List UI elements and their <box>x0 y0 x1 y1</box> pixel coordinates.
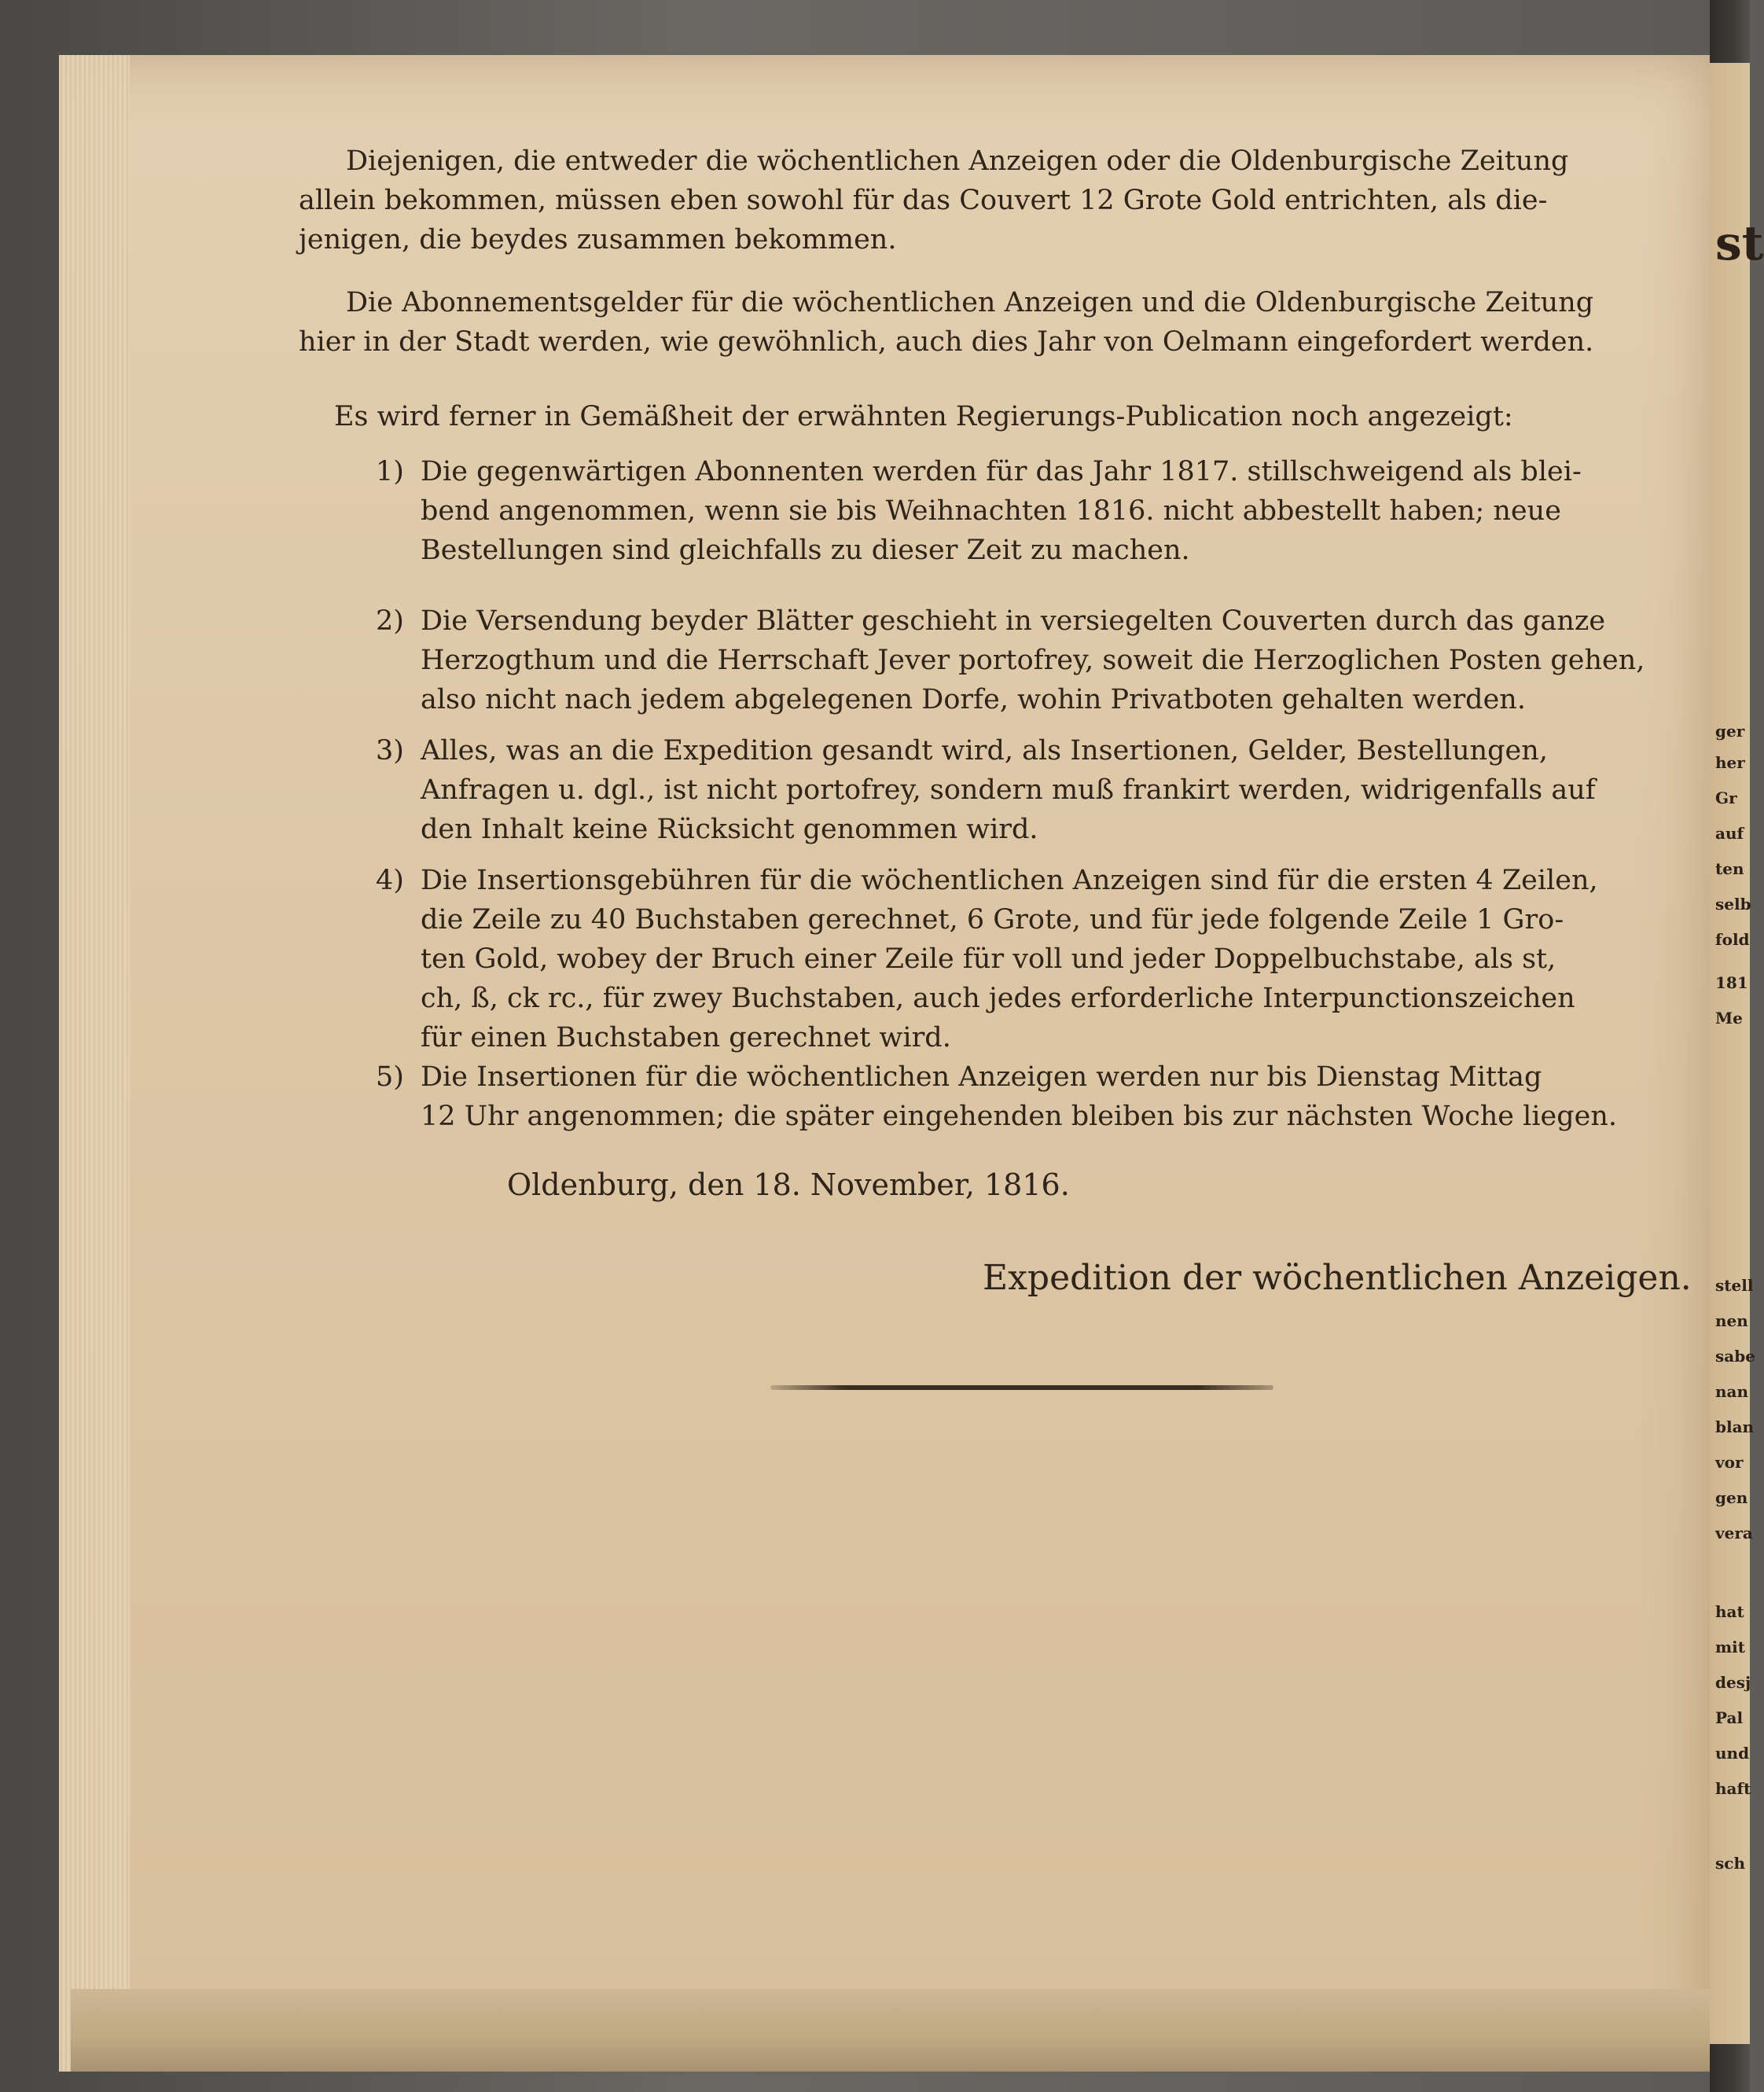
facing-fragment: vera <box>1715 1524 1753 1542</box>
list-item-number: 1) <box>376 456 404 487</box>
facing-fragment: sch <box>1715 1854 1745 1873</box>
page-stack-edge <box>59 55 130 2072</box>
facing-fragment: auf <box>1715 824 1744 843</box>
text-line: Alles, was an die Expedition gesandt wird, als Insertionen, Gelder, Bestellungen, <box>421 735 1548 767</box>
facing-fragment: fold <box>1715 930 1750 949</box>
text-line: Die Insertionsgebühren für die wöchentlichen Anzeigen sind für die ersten 4 Zeilen, <box>421 865 1598 896</box>
facing-fragment: und <box>1715 1744 1750 1763</box>
facing-fragment: haft <box>1715 1779 1751 1798</box>
facing-fragment: ger <box>1715 722 1745 741</box>
facing-fragment: stell <box>1715 1276 1754 1295</box>
text-line: Es wird ferner in Gemäßheit der erwähnten Regierungs-Publication noch angezeigt: <box>334 401 1513 432</box>
paragraph-subscription-fees <box>299 283 1694 362</box>
facing-fragment: desj <box>1715 1673 1751 1692</box>
text-line: bend angenommen, wenn sie bis Weihnachten 1816. nicht abbestellt haben; neue <box>421 495 1561 527</box>
facing-fragment: mit <box>1715 1638 1745 1656</box>
facing-fragment: hat <box>1715 1602 1744 1621</box>
text-line: hier in der Stadt werden, wie gewöhnlich, auch dies Jahr von Oelmann eingefordert werden. <box>299 326 1594 358</box>
facing-fragment: blan <box>1715 1417 1755 1436</box>
closing-date: Oldenburg, den 18. November, 1816. <box>507 1167 1070 1202</box>
text-line: Die Abonnementsgelder für die wöchentlichen Anzeigen und die Oldenburgische Zeitung <box>346 287 1594 318</box>
text-line: also nicht nach jedem abgelegenen Dorfe, wohin Privatboten gehalten werden. <box>421 684 1526 715</box>
facing-fragment: Pal <box>1715 1708 1744 1727</box>
list-item-number: 5) <box>376 1061 404 1093</box>
text-line: ten Gold, wobey der Bruch einer Zeile für voll und jeder Doppelbuchstabe, als st, <box>421 943 1556 975</box>
text-line: Diejenigen, die entweder die wöchentlichen Anzeigen oder die Oldenburgische Zeitung <box>346 145 1569 177</box>
text-line: 12 Uhr angenommen; die später eingehenden bleiben bis zur nächsten Woche liegen. <box>421 1101 1618 1132</box>
text-line: Die gegenwärtigen Abonnenten werden für das Jahr 1817. stillschweigend als blei- <box>421 456 1582 487</box>
facing-fragment: nan <box>1715 1382 1749 1401</box>
facing-fragment: 181 <box>1715 973 1748 992</box>
text-line: für einen Buchstaben gerechnet wird. <box>421 1022 951 1053</box>
facing-fragment: vor <box>1715 1453 1744 1472</box>
list-item-number: 3) <box>376 735 404 767</box>
text-line: Die Insertionen für die wöchentlichen Anzeigen werden nur bis Dienstag Mittag <box>421 1061 1542 1093</box>
text-line: ch, ß, ck rc., für zwey Buchstaben, auch jedes erforderliche Interpunctionszeichen <box>421 983 1575 1014</box>
text-line: Herzogthum und die Herrschaft Jever portofrey, soweit die Herzoglichen Posten gehen, <box>421 645 1645 676</box>
facing-fragment: gen <box>1715 1488 1748 1507</box>
text-line: die Zeile zu 40 Buchstaben gerechnet, 6 Grote, und für jede folgende Zeile 1 Gro- <box>421 904 1564 936</box>
paragraph-announcement-intro <box>299 397 1694 436</box>
facing-fragment: Gr <box>1715 789 1737 807</box>
horizontal-rule <box>770 1385 1273 1390</box>
facing-fragment: her <box>1715 753 1745 772</box>
facing-fragment: ten <box>1715 859 1744 878</box>
paragraph-envelope-fee <box>299 142 1694 259</box>
text-line: allein bekommen, müssen eben sowohl für das Couvert 12 Grote Gold entrichten, als die- <box>299 185 1548 216</box>
signature: Expedition der wöchentlichen Anzeigen. <box>983 1258 1692 1298</box>
page-bottom-wear <box>71 1989 1710 2072</box>
text-line: Bestellungen sind gleichfalls zu dieser Zeit zu machen. <box>421 535 1190 566</box>
list-item-number: 2) <box>376 605 404 637</box>
facing-fragment: sabe <box>1715 1347 1755 1366</box>
text-line: Anfragen u. dgl., ist nicht portofrey, sondern muß frankirt werden, widrigenfalls auf <box>421 774 1596 806</box>
list-item-number: 4) <box>376 865 404 896</box>
facing-fragment: selb <box>1715 895 1751 914</box>
text-line: den Inhalt keine Rücksicht genommen wird. <box>421 814 1038 845</box>
text-line: jenigen, die beydes zusammen bekommen. <box>299 224 897 256</box>
facing-fragment: Me <box>1715 1009 1743 1028</box>
text-line: Die Versendung beyder Blätter geschieht in versiegelten Couverten durch das ganze <box>421 605 1606 637</box>
facing-fragment: nen <box>1715 1311 1748 1330</box>
facing-fragment: st <box>1715 216 1764 271</box>
